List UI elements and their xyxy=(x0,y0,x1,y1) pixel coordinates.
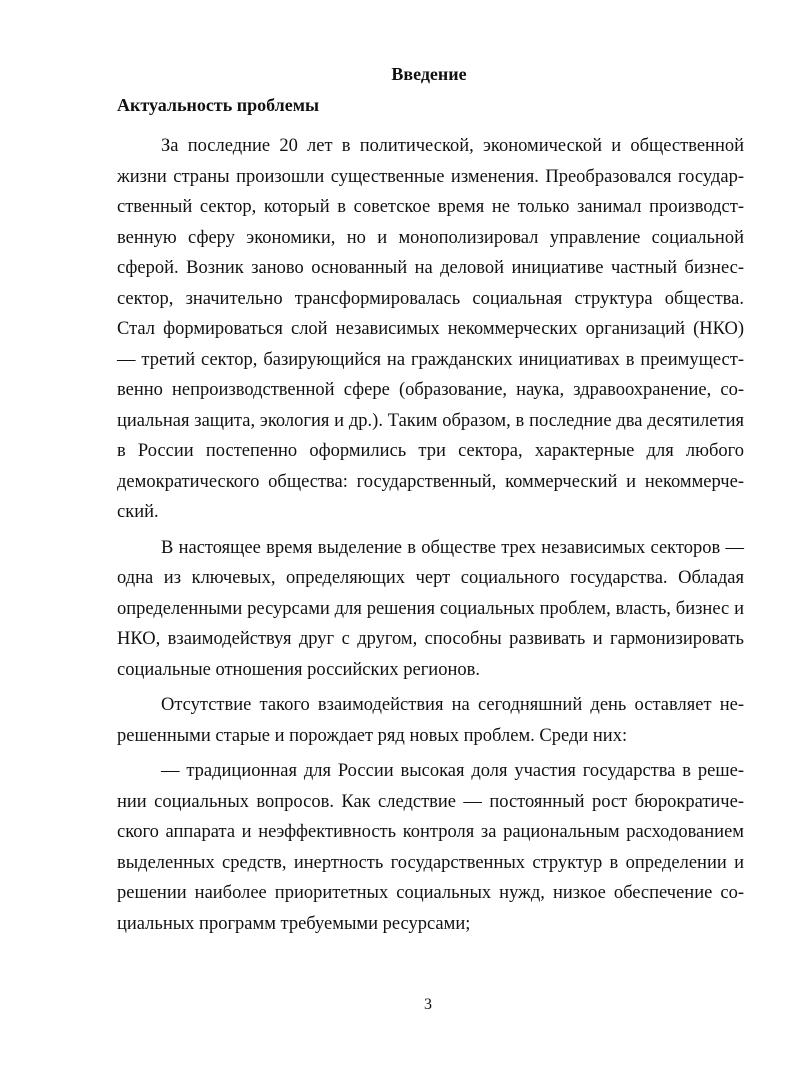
paragraph-4: — традиционная для России высокая доля участия государства в решении социальных вопросов. Как следствие — постоянный рост бюрократического аппарата и неэффективность контроля за рациональным расходованием выделенных средств, инертность государственных структур в определении и решении наиболее приоритетных социальных нужд, низкое обеспечение социальных программ требуемыми ресурсами; xyxy=(117,761,744,934)
section-heading: Актуальность проблемы xyxy=(117,95,320,115)
page-number: 3 xyxy=(424,996,432,1013)
page-title: Введение xyxy=(391,64,467,84)
paragraph-2: В настоящее время выделение в обществе трех независимых секторов — одна из ключевых, определяющих черт социального государства. Обладая определенными ресурсами для решения социальных проблем, власть, бизнес и НКО, взаимодействуя друг с другом, способны развивать и гармонизировать социальные отношения российских регионов. xyxy=(117,537,744,680)
body-text xyxy=(117,131,744,939)
paragraph-3: Отсутствие такого взаимодействия на сегодняшний день оставляет нерешенными старые и порождает ряд новых проблем. Среди них: xyxy=(117,695,744,746)
paragraph-1: За последние 20 лет в политической, экономической и общественной жизни страны произошли существенные изменения. Преобразовался государственный сектор, который в советское время не только занимал производственную сферу экономики, но и монополизировал управление социальной сферой. Возник заново основанный на деловой инициативе частный бизнес-сектор, значительно трансформировалась социальная структура общества. Стал формироваться слой независимых некоммерческих организаций (НКО) — третий сектор, базирующийся на гражданских инициативах в преимущественно непроизводственной сфере (образование, наука, здравоохранение, социальная защита, экология и др.). Таким образом, в последние два десятилетия в России постепенно оформились три сектора, характерные для любого демократического общества: государственный, коммерческий и некоммерческий. xyxy=(117,136,744,522)
